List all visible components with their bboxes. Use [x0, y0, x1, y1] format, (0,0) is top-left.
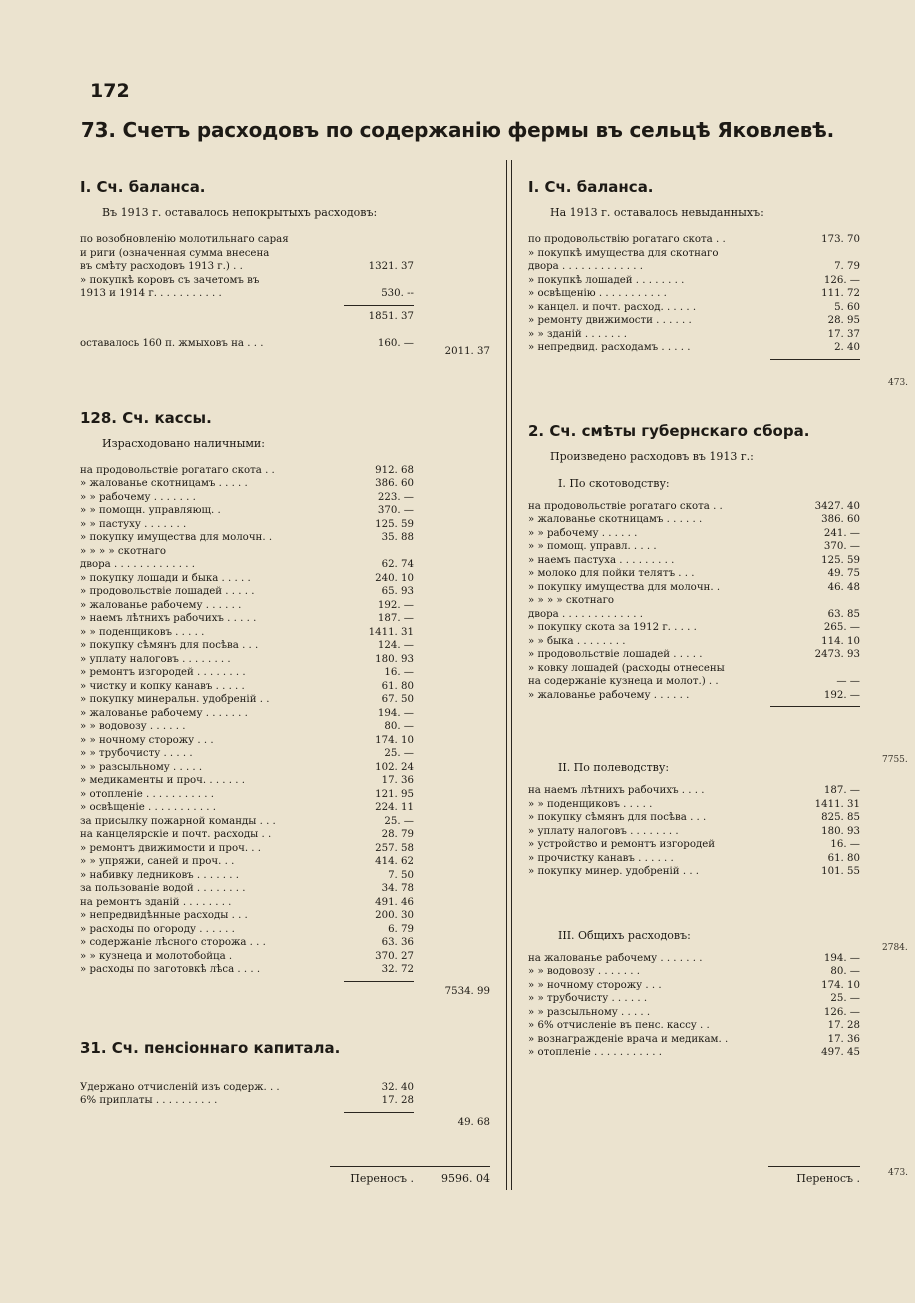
- subsection-title: III. Общихъ расходовъ:: [558, 928, 691, 942]
- carry-label: Переносъ .: [350, 1172, 414, 1185]
- ledger-row: [528, 952, 860, 966]
- row-amount: 65. 93: [381, 586, 414, 597]
- page-title: 73. Счетъ расходовъ по содержанію фермы въ сельцѣ Яковлевѣ.: [80, 118, 835, 142]
- ledger-row: [528, 274, 860, 288]
- row-amount: 61. 80: [827, 852, 860, 864]
- ledger-row: [80, 585, 490, 599]
- row-label: » ремонтъ изгородей . . . . . . . .: [80, 667, 246, 678]
- row-label: » » разсыльному . . . . .: [528, 1006, 651, 1018]
- ledger-row: [528, 648, 860, 662]
- row-label: въ смѣту расходовъ 1913 г.) . .: [80, 261, 243, 272]
- ledger-row: [80, 896, 490, 910]
- section-title-balance-right: I. Сч. баланса.: [528, 178, 654, 196]
- row-label: » ремонту движимости . . . . . .: [528, 315, 692, 326]
- ledger-row: [528, 233, 860, 247]
- row-label: » жалованье рабочему . . . . . . .: [80, 707, 248, 719]
- row-label: » наемъ лѣтнихъ рабочихъ . . . . .: [80, 613, 257, 624]
- row-amount: 180. 93: [375, 653, 414, 665]
- row-amount: 16. —: [830, 839, 860, 850]
- row-label: » » поденщиковъ . . . . .: [80, 626, 205, 638]
- ledger-row: [80, 260, 490, 274]
- row-amount: 3427. 40: [814, 500, 860, 512]
- subsection-title: II. По полеводству:: [558, 761, 670, 774]
- row-label: » » кузнеца и молотобойца .: [80, 950, 233, 962]
- row-label: » жалованье рабочему . . . . . .: [528, 689, 690, 701]
- row-amount: 187. —: [823, 785, 860, 796]
- row-label: » » » » скотнаго: [528, 595, 615, 606]
- ledger-row: [528, 1006, 860, 1020]
- row-amount: [804, 594, 860, 608]
- row-amount: 825. 85: [821, 812, 860, 823]
- row-label: » покупку сѣмянъ для посѣва . . .: [80, 640, 259, 651]
- row-label: двора . . . . . . . . . . . . .: [528, 261, 643, 272]
- ledger-row: [80, 828, 490, 842]
- row-label: » » поденщиковъ . . . . .: [528, 798, 653, 810]
- balance-left-rows: [80, 233, 490, 301]
- ledger-row: [528, 567, 860, 581]
- ledger-row: [528, 500, 860, 514]
- row-amount: 17. 28: [381, 1095, 414, 1106]
- total-rule: [528, 702, 860, 711]
- row-amount: 241. —: [823, 527, 860, 539]
- row-label: 1913 и 1914 г. . . . . . . . . . .: [80, 288, 222, 299]
- row-amount: 257. 58: [375, 842, 414, 854]
- row-label: » прочистку канавъ . . . . . .: [528, 852, 674, 864]
- ledger-row: [80, 761, 490, 775]
- ledger-row: [80, 477, 490, 491]
- ledger-row: [80, 693, 490, 707]
- ledger-row: [80, 1081, 490, 1095]
- row-label: » медикаменты и проч. . . . . . .: [80, 775, 245, 786]
- ledger-row: [528, 992, 860, 1006]
- row-label: » набивку ледниковъ . . . . . . .: [80, 869, 240, 881]
- pension-rows: [80, 1081, 490, 1108]
- row-amount: 224. 11: [375, 802, 414, 813]
- row-amount: 25. —: [384, 748, 414, 759]
- ledger-row: [528, 784, 860, 798]
- ledger-row: [528, 965, 860, 979]
- row-amount: 2. 40: [834, 342, 860, 353]
- row-amount: 101. 55: [821, 866, 860, 877]
- ledger-row: [80, 233, 490, 247]
- row-amount: 62. 74: [381, 559, 414, 570]
- ledger-row: [528, 301, 860, 315]
- section-title-cash: 128. Сч. кассы.: [80, 408, 212, 427]
- row-amount: 223. —: [377, 491, 414, 503]
- ledger-row: [528, 1046, 860, 1060]
- row-label: » отопленіе . . . . . . . . . . .: [80, 788, 214, 800]
- ledger-row: [80, 558, 490, 572]
- row-amount: 126. —: [823, 274, 860, 286]
- margin-note: 473.: [888, 378, 909, 388]
- row-amount: 491. 46: [375, 896, 414, 908]
- ledger-row: [528, 247, 860, 261]
- balance-right-rows: [528, 233, 860, 355]
- row-label: » » рабочему . . . . . . .: [80, 491, 196, 503]
- row-amount: 67. 50: [381, 694, 414, 705]
- ledger-row: [528, 852, 860, 866]
- row-amount: 25. —: [384, 815, 414, 827]
- ledger-row: [528, 865, 860, 879]
- ledger-row: [80, 626, 490, 640]
- ledger-row: [80, 936, 490, 950]
- ledger-row: [80, 801, 490, 815]
- row-label: » покупку сѣмянъ для посѣва . . .: [528, 812, 707, 823]
- row-amount: 192. —: [377, 599, 414, 611]
- ledger-row: [80, 950, 490, 964]
- section-title-balance-left: I. Сч. баланса.: [80, 178, 206, 196]
- row-label: » » упряжи, саней и проч. . .: [80, 856, 235, 867]
- row-amount: 61. 80: [381, 680, 414, 692]
- row-label: » уплату налоговъ . . . . . . . .: [80, 653, 231, 665]
- row-amount: 28. 95: [827, 315, 860, 326]
- row-label: » наемъ пастуха . . . . . . . . .: [528, 554, 675, 566]
- row-label: » жалованье скотницамъ . . . . . .: [528, 514, 703, 525]
- row-amount: 912. 68: [375, 464, 414, 476]
- ledger-row: [528, 825, 860, 839]
- ledger-row: [80, 464, 490, 478]
- ledger-row: [80, 666, 490, 680]
- ledger-row: [80, 491, 490, 505]
- ledger-row: [80, 815, 490, 829]
- ledger-row: [80, 855, 490, 869]
- row-label: за пользованіе водой . . . . . . . .: [80, 883, 246, 894]
- ledger-row: [80, 680, 490, 694]
- row-label: » покупкѣ коровъ съ зачетомъ въ: [80, 274, 260, 286]
- row-amount: 7. 50: [388, 869, 414, 881]
- row-amount: 2473. 93: [814, 649, 860, 660]
- row-amount: 192. —: [823, 689, 860, 701]
- row-label: » » пастуху . . . . . . .: [80, 518, 187, 530]
- ledger-row: [80, 963, 490, 977]
- row-amount: [804, 247, 860, 261]
- section-intro: Произведено расходовъ въ 1913 г.:: [550, 449, 754, 463]
- row-label: и риги (означенная сумма внесена: [80, 247, 270, 259]
- ledger-row: [528, 662, 860, 676]
- ledger-row: [528, 594, 860, 608]
- ledger-row: [80, 774, 490, 788]
- row-amount: 1321. 37: [368, 261, 414, 272]
- row-amount: 173. 70: [821, 234, 860, 245]
- row-label: » покупкѣ имущества для скотнаго: [528, 247, 719, 259]
- row-label: » » » » скотнаго: [80, 545, 167, 557]
- ledger-row: [80, 287, 490, 301]
- row-amount: 187. —: [377, 613, 414, 624]
- row-label: » » водовозу . . . . . .: [80, 721, 186, 732]
- subtotal-rule: [80, 301, 490, 310]
- row-amount: 25. —: [830, 993, 860, 1004]
- ledger-row: [528, 554, 860, 568]
- row-amount: 370. 27: [375, 950, 414, 962]
- row-amount: [366, 233, 414, 247]
- row-label: » жалованье скотницамъ . . . . .: [80, 478, 248, 489]
- row-label: » » помощн. управляющ. .: [80, 505, 221, 516]
- row-label: » вознагражденіе врача и медикам. .: [528, 1033, 729, 1045]
- ledger-row: [528, 581, 860, 595]
- section-title-pension: 31. Сч. пенсіоннаго капитала.: [80, 1038, 341, 1057]
- total-rule: [528, 355, 860, 364]
- ledger-row: [528, 608, 860, 622]
- ledger-row: [80, 707, 490, 721]
- ledger-row: [528, 1019, 860, 1033]
- row-amount: 63. 36: [381, 937, 414, 948]
- row-amount: 497. 45: [821, 1047, 860, 1058]
- row-amount: 114. 10: [821, 635, 860, 647]
- row-label: » продовольствіе лошадей . . . . .: [528, 649, 703, 660]
- row-amount: 180. 93: [821, 825, 860, 837]
- row-label: » покупку имущества для молочн. .: [80, 532, 273, 543]
- row-label: » покупку лошади и быка . . . . .: [80, 572, 251, 584]
- row-amount: 386. 60: [821, 514, 860, 525]
- row-amount: 35. 88: [381, 532, 414, 543]
- carry-forward-right: [528, 1172, 860, 1185]
- row-label: на ремонтъ зданій . . . . . . . .: [80, 896, 232, 908]
- ledger-row: [528, 798, 860, 812]
- row-amount: 370. —: [377, 505, 414, 516]
- ledger-row: [80, 612, 490, 626]
- row-label: на содержаніе кузнеца и молот.) . .: [528, 676, 719, 687]
- row-amount: 17. 36: [827, 1033, 860, 1045]
- ledger-row: [80, 882, 490, 896]
- subsection-title: I. По скотоводству:: [558, 476, 670, 490]
- left-column: [80, 170, 490, 1128]
- ledger-row: [80, 531, 490, 545]
- row-amount: 194. —: [823, 952, 860, 964]
- row-label: на наемъ лѣтнихъ рабочихъ . . . .: [528, 785, 705, 796]
- row-amount: 7. 79: [834, 261, 860, 272]
- margin-note: 473.: [888, 1168, 909, 1178]
- row-amount: 17. 37: [827, 328, 860, 340]
- section-intro: Въ 1913 г. оставалось непокрытыхъ расходовъ:: [102, 206, 378, 219]
- ledger-row: [528, 979, 860, 993]
- ledger-row: [528, 675, 860, 689]
- section-intro: Израсходовано наличными:: [102, 436, 265, 450]
- ledger-row: [528, 838, 860, 852]
- row-amount: 125. 59: [821, 554, 860, 566]
- row-label: » ковку лошадей (расходы отнесены: [528, 662, 725, 674]
- page-number: 172: [90, 80, 130, 102]
- row-amount: 17. 28: [827, 1020, 860, 1031]
- row-amount: [366, 247, 414, 261]
- row-label: двора . . . . . . . . . . . . .: [80, 559, 195, 570]
- row-label: » освѣщеніе . . . . . . . . . . .: [80, 802, 217, 813]
- ledger-row: [80, 337, 490, 357]
- gubern-rows-3: [528, 952, 860, 1060]
- row-label: » чистку и копку канавъ . . . . .: [80, 680, 245, 692]
- margin-note: 2784.: [882, 943, 908, 953]
- row-label: » отопленіе . . . . . . . . . . .: [528, 1047, 662, 1058]
- ledger-row: [528, 314, 860, 328]
- row-amount: 386. 60: [375, 478, 414, 489]
- row-amount: [366, 274, 414, 288]
- section-total: 49. 68: [457, 1116, 490, 1128]
- total-rule: [80, 977, 490, 986]
- carry-forward-left: [80, 1172, 490, 1185]
- ledger-row: [528, 1033, 860, 1047]
- ledger-row: [80, 869, 490, 883]
- row-amount: 174. 10: [375, 734, 414, 746]
- row-amount: 6. 79: [388, 923, 414, 935]
- subtotal-amount: 1851. 37: [368, 310, 414, 322]
- row-amount: 102. 24: [375, 761, 414, 773]
- ledger-row: [80, 247, 490, 261]
- row-amount: [804, 662, 860, 676]
- column-divider: [506, 160, 512, 1190]
- ledger-row: [80, 1094, 490, 1108]
- row-label: 6% приплаты . . . . . . . . . .: [80, 1095, 218, 1106]
- ledger-row: [80, 504, 490, 518]
- ledger-row: [80, 909, 490, 923]
- row-label: » » быка . . . . . . . .: [528, 635, 626, 647]
- row-label: » непредвидѣнные расходы . . .: [80, 910, 248, 921]
- gubern-rows-2: [528, 784, 860, 879]
- row-label: » молоко для пойки телятъ . . .: [528, 568, 695, 579]
- row-label: » покупку минер. удобреній . . .: [528, 866, 700, 877]
- row-amount: 125. 59: [375, 518, 414, 530]
- row-label: на канцелярскіе и почт. расходы . .: [80, 829, 272, 840]
- row-amount: 5. 60: [834, 301, 860, 313]
- carry-label: Переносъ .: [796, 1172, 860, 1185]
- row-amount: 126. —: [823, 1006, 860, 1018]
- row-label: на продовольствіе рогатаго скота . .: [80, 464, 275, 476]
- row-label: на продовольствіе рогатаго скота . .: [528, 500, 723, 512]
- margin-note: 7755.: [882, 755, 908, 765]
- cash-rows: [80, 464, 490, 977]
- row-label: » продовольствіе лошадей . . . . .: [80, 586, 255, 597]
- ledger-row: [80, 720, 490, 734]
- section-total: 7534. 99: [444, 985, 490, 997]
- ledger-row: [528, 513, 860, 527]
- ledger-row: [528, 527, 860, 541]
- row-amount: 240. 10: [375, 572, 414, 584]
- section-title-gubern: 2. Сч. смѣты губернскаго сбора.: [528, 421, 810, 440]
- row-amount: [366, 545, 414, 559]
- row-amount: 370. —: [823, 541, 860, 552]
- ledger-row: [80, 747, 490, 761]
- ledger-row: [528, 540, 860, 554]
- ledger-row: [528, 621, 860, 635]
- row-label: » устройство и ремонтъ изгородей: [528, 839, 716, 850]
- row-label: на жалованье рабочему . . . . . . .: [528, 952, 703, 964]
- ledger-row: [80, 734, 490, 748]
- ledger-row: [80, 545, 490, 559]
- ledger-row: [80, 639, 490, 653]
- row-label: » расходы по заготовкѣ лѣса . . . .: [80, 964, 261, 975]
- ledger-row: [528, 811, 860, 825]
- row-label: » канцел. и почт. расход. . . . . .: [528, 301, 697, 313]
- row-label: по продовольствію рогатаго скота . .: [528, 234, 726, 245]
- total-rule: [80, 1108, 490, 1117]
- row-amount: 80. —: [830, 966, 860, 977]
- row-label: » » зданій . . . . . . .: [528, 328, 628, 340]
- ledger-row: [528, 328, 860, 342]
- row-amount: 194. —: [377, 707, 414, 719]
- section-intro: На 1913 г. оставалось невыданныхъ:: [550, 206, 764, 219]
- row-amount: 32. 72: [381, 964, 414, 975]
- row-label: » » трубочисту . . . . .: [80, 748, 193, 759]
- row-label: » » трубочисту . . . . . .: [528, 993, 648, 1004]
- row-label: » 6% отчисленіе въ пенс. кассу . .: [528, 1020, 710, 1031]
- row-amount: 530. --: [381, 288, 414, 299]
- row-amount: 1411. 31: [368, 626, 414, 638]
- row-amount: 17. 36: [381, 775, 414, 786]
- row-amount: 16. —: [384, 667, 414, 678]
- row-amount: 1411. 31: [814, 798, 860, 810]
- right-column: [528, 170, 860, 1060]
- row-amount: 46. 48: [827, 581, 860, 593]
- row-label: » » ночному сторожу . . .: [80, 734, 214, 746]
- row-amount: 160. —: [377, 338, 414, 349]
- ledger-row: [528, 341, 860, 355]
- row-label: оставалось 160 п. жмыховъ на . . .: [80, 338, 264, 349]
- row-amount: 32. 40: [381, 1081, 414, 1093]
- row-label: за присылку пожарной команды . . .: [80, 815, 276, 827]
- row-amount: 174. 10: [821, 979, 860, 991]
- row-amount: 414. 62: [375, 856, 414, 867]
- row-label: » » разсыльному . . . . .: [80, 761, 203, 773]
- row-amount: 49. 75: [827, 568, 860, 579]
- row-amount: 34. 78: [381, 883, 414, 894]
- row-label: » ремонтъ движимости и проч. . .: [80, 842, 262, 854]
- row-amount: — —: [836, 676, 860, 687]
- carry-amount: 9596. 04: [441, 1172, 490, 1185]
- subtotal-row: [80, 310, 490, 324]
- row-amount: 111. 72: [821, 288, 860, 299]
- row-amount: 200. 30: [375, 910, 414, 921]
- row-label: » содержаніе лѣсного сторожа . . .: [80, 937, 266, 948]
- row-amount: 124. —: [377, 640, 414, 651]
- ledger-row: [80, 599, 490, 613]
- row-label: » покупку имущества для молочн. .: [528, 581, 721, 593]
- row-label: » жалованье рабочему . . . . . .: [80, 599, 242, 611]
- row-label: » » ночному сторожу . . .: [528, 979, 662, 991]
- row-amount: 28. 79: [381, 829, 414, 840]
- gubern-rows-1: [528, 500, 860, 703]
- row-label: » уплату налоговъ . . . . . . . .: [528, 825, 679, 837]
- ledger-row: [80, 653, 490, 667]
- ledger-row: [80, 923, 490, 937]
- row-label: Удержано отчисленій изъ содерж. . .: [80, 1081, 280, 1093]
- row-label: » » рабочему . . . . . .: [528, 527, 638, 539]
- row-amount: 265. —: [823, 622, 860, 633]
- ledger-row: [80, 788, 490, 802]
- ledger-row: [80, 274, 490, 288]
- row-label: » покупку минеральн. удобреній . .: [80, 694, 270, 705]
- row-label: » покупку скота за 1912 г. . . . .: [528, 622, 697, 633]
- row-amount: 63. 85: [827, 608, 860, 620]
- row-amount: 121. 95: [375, 788, 414, 800]
- row-label: » покупкѣ лошадей . . . . . . . .: [528, 274, 685, 286]
- ledger-row: [80, 518, 490, 532]
- row-label: » освѣщенію . . . . . . . . . . .: [528, 288, 667, 299]
- row-label: » расходы по огороду . . . . . .: [80, 923, 235, 935]
- row-label: по возобновленію молотильнаго сарая: [80, 234, 289, 245]
- section-total: 2011. 37: [444, 346, 490, 357]
- ledger-row: [528, 689, 860, 703]
- ledger-row: [80, 842, 490, 856]
- row-label: » » помощ. управл. . . . .: [528, 541, 657, 552]
- row-label: двора . . . . . . . . . . . . .: [528, 608, 643, 620]
- ledger-row: [528, 260, 860, 274]
- row-label: » непредвид. расходамъ . . . . .: [528, 342, 691, 353]
- ledger-row: [80, 572, 490, 586]
- row-label: » » водовозу . . . . . . .: [528, 966, 640, 977]
- ledger-row: [528, 635, 860, 649]
- row-amount: 80. —: [384, 721, 414, 732]
- ledger-row: [528, 287, 860, 301]
